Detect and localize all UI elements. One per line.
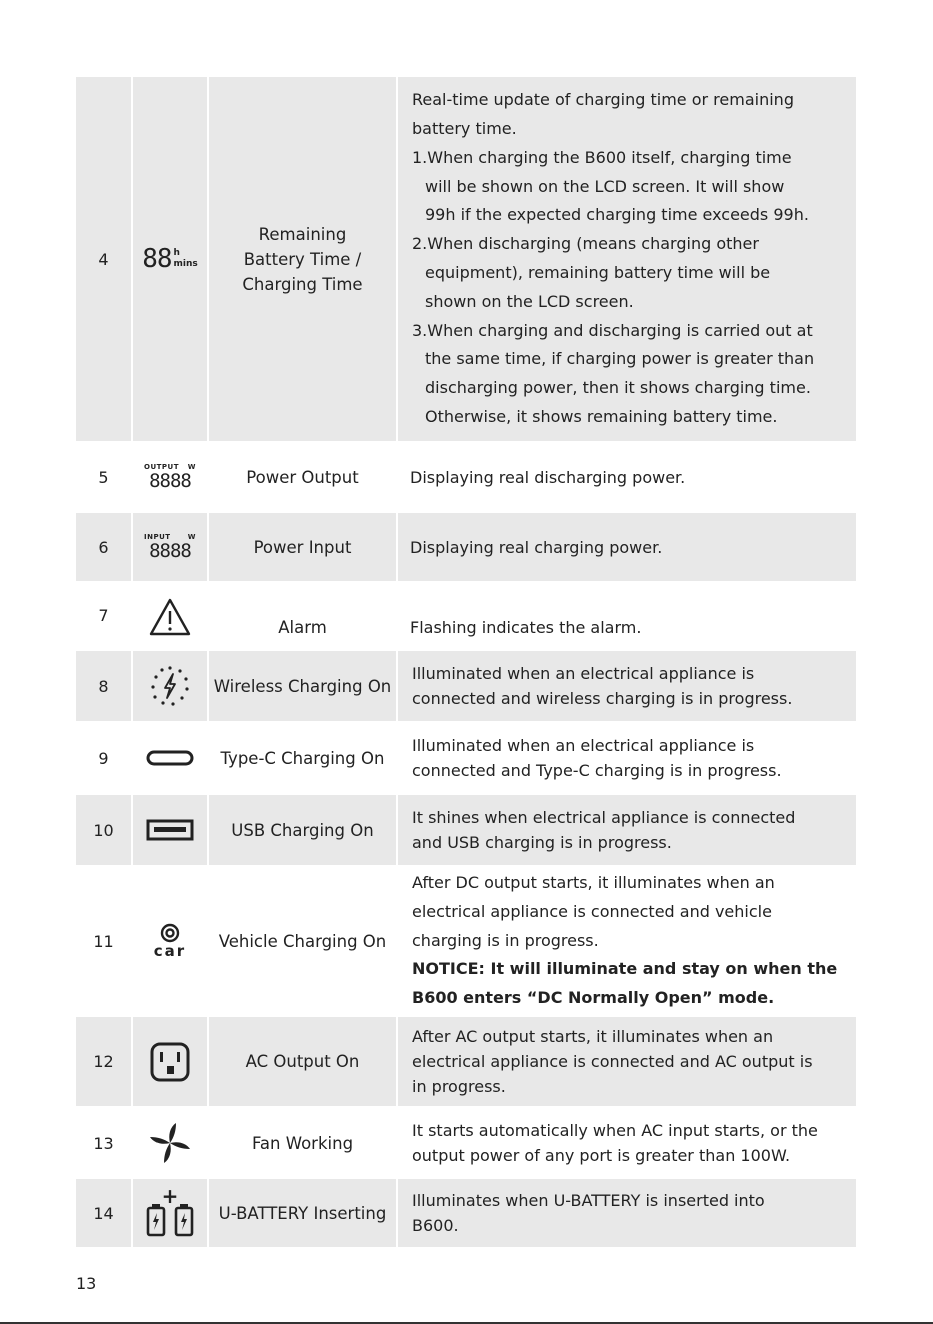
car-label: car xyxy=(153,942,187,960)
indicator-description xyxy=(398,443,856,511)
table-row xyxy=(76,651,856,721)
desc-line: will be shown on the LCD screen. It will show xyxy=(425,176,785,196)
desc-line: discharging power, then it shows charging time. xyxy=(425,378,811,398)
row-number: 13 xyxy=(93,1133,114,1153)
alarm-triangle-icon xyxy=(131,583,209,651)
page-number: 13 xyxy=(76,1274,97,1293)
desc-line: After DC output starts, it illuminates when an xyxy=(412,873,775,892)
u-battery-icon xyxy=(131,1179,209,1247)
indicator-description xyxy=(398,867,856,1015)
indicator-description xyxy=(398,1017,856,1106)
desc-line: connected and Type-C charging is in progress. xyxy=(412,761,782,780)
desc-line: Real-time update of charging time or remaining xyxy=(412,90,794,110)
plus-icon: + xyxy=(161,1184,179,1208)
indicator-name: USB Charging On xyxy=(209,795,398,865)
desc-line: Displaying real discharging power. xyxy=(410,467,686,487)
indicator-name: AC Output On xyxy=(209,1017,398,1106)
notice-line: NOTICE: It will illuminate and stay on when the xyxy=(412,959,838,979)
name-line: Remaining xyxy=(258,224,347,244)
indicator-description xyxy=(398,1108,856,1178)
row-number: 4 xyxy=(98,249,109,269)
row-number: 9 xyxy=(98,748,109,768)
lcd-label: INPUT xyxy=(144,533,171,541)
desc-line: Illuminates when U-BATTERY is inserted into xyxy=(412,1191,765,1210)
ac-outlet-icon xyxy=(131,1017,209,1106)
indicator-name: Vehicle Charging On xyxy=(209,867,398,1015)
table-row xyxy=(76,795,856,865)
row-number: 6 xyxy=(98,537,109,557)
table-row xyxy=(76,1179,856,1247)
lcd-label: OUTPUT xyxy=(144,463,179,471)
indicator-description xyxy=(398,1179,856,1247)
indicator-description xyxy=(398,513,856,581)
desc-line: 1.When charging the B600 itself, charging time xyxy=(412,147,792,167)
table-row xyxy=(76,443,856,511)
indicator-description xyxy=(398,583,856,651)
row-number: 7 xyxy=(98,606,109,625)
desc-line: 3.When charging and discharging is carried out at xyxy=(412,320,813,340)
notice-line: B600 enters “DC Normally Open” mode. xyxy=(412,988,775,1008)
indicator-name: Wireless Charging On xyxy=(209,651,398,721)
lcd-digits: 88 xyxy=(142,244,172,274)
table-row xyxy=(76,1108,856,1178)
table-row xyxy=(76,723,856,793)
indicator-name: Alarm xyxy=(209,583,398,651)
desc-line: 2.When discharging (means charging other xyxy=(412,234,759,254)
row-number: 10 xyxy=(93,820,114,840)
row-number: 14 xyxy=(93,1203,114,1223)
desc-line: Illuminated when an electrical appliance is xyxy=(412,664,755,683)
usb-port-icon xyxy=(131,795,209,865)
desc-line: in progress. xyxy=(412,1077,506,1096)
table-row xyxy=(76,583,856,651)
lcd-output-watts-icon xyxy=(131,443,209,511)
desc-line: battery time. xyxy=(412,119,517,139)
desc-line: output power of any port is greater than 100W. xyxy=(412,1146,791,1165)
table-row xyxy=(76,513,856,581)
lcd-digits: 8888 xyxy=(149,540,191,562)
desc-line: equipment), remaining battery time will be xyxy=(425,263,771,282)
indicator-description xyxy=(398,651,856,721)
desc-line: connected and wireless charging is in progress. xyxy=(412,689,793,708)
car-port-icon xyxy=(131,867,209,1015)
lcd-unit-h: h xyxy=(173,248,180,258)
table-row xyxy=(76,867,856,1015)
lcd-unit: W xyxy=(187,533,196,541)
desc-line: After AC output starts, it illuminates when an xyxy=(412,1027,774,1046)
desc-line: It shines when electrical appliance is connected xyxy=(412,808,796,827)
lcd-input-watts-icon xyxy=(131,513,209,581)
indicator-name: Fan Working xyxy=(209,1108,398,1178)
indicator-name: Type-C Charging On xyxy=(209,723,398,793)
desc-line: the same time, if charging power is greater than xyxy=(425,349,815,369)
table-row xyxy=(76,1017,856,1106)
row-number: 8 xyxy=(98,676,109,696)
desc-line: electrical appliance is connected and vehicle xyxy=(412,901,772,921)
row-number: 11 xyxy=(93,931,114,951)
type-c-port-icon xyxy=(131,723,209,793)
desc-line: 99h if the expected charging time exceeds 99h. xyxy=(425,205,809,225)
indicator-description xyxy=(398,77,856,441)
desc-line: Displaying real charging power. xyxy=(410,537,663,557)
indicator-name: U-BATTERY Inserting xyxy=(209,1179,398,1247)
indicator-name: Power Input xyxy=(209,513,398,581)
lcd-88-h-mins-icon xyxy=(131,77,209,441)
indicator-description xyxy=(398,795,856,865)
wireless-charging-icon xyxy=(131,651,209,721)
indicator-name xyxy=(209,77,398,441)
fan-icon xyxy=(131,1108,209,1178)
table-row xyxy=(76,77,856,441)
name-line: Battery Time / xyxy=(243,249,362,269)
desc-line: It starts automatically when AC input starts, or the xyxy=(412,1121,818,1140)
lcd-unit: W xyxy=(187,463,196,471)
row-number: 12 xyxy=(93,1052,114,1071)
desc-line: shown on the LCD screen. xyxy=(425,291,634,311)
indicator-description xyxy=(398,723,856,793)
desc-line: Illuminated when an electrical appliance is xyxy=(412,736,755,755)
desc-line: Otherwise, it shows remaining battery time. xyxy=(425,406,778,426)
desc-line: and USB charging is in progress. xyxy=(412,833,672,852)
indicator-name: Power Output xyxy=(209,443,398,511)
desc-line: electrical appliance is connected and AC output is xyxy=(412,1052,813,1071)
lcd-digits: 8888 xyxy=(149,470,191,492)
row-number: 5 xyxy=(98,467,109,487)
lcd-unit-mins: mins xyxy=(173,259,198,269)
desc-line: B600. xyxy=(412,1216,459,1235)
desc-line: charging is in progress. xyxy=(412,930,599,950)
desc-line: Flashing indicates the alarm. xyxy=(410,617,642,637)
name-line: Charging Time xyxy=(242,274,363,294)
